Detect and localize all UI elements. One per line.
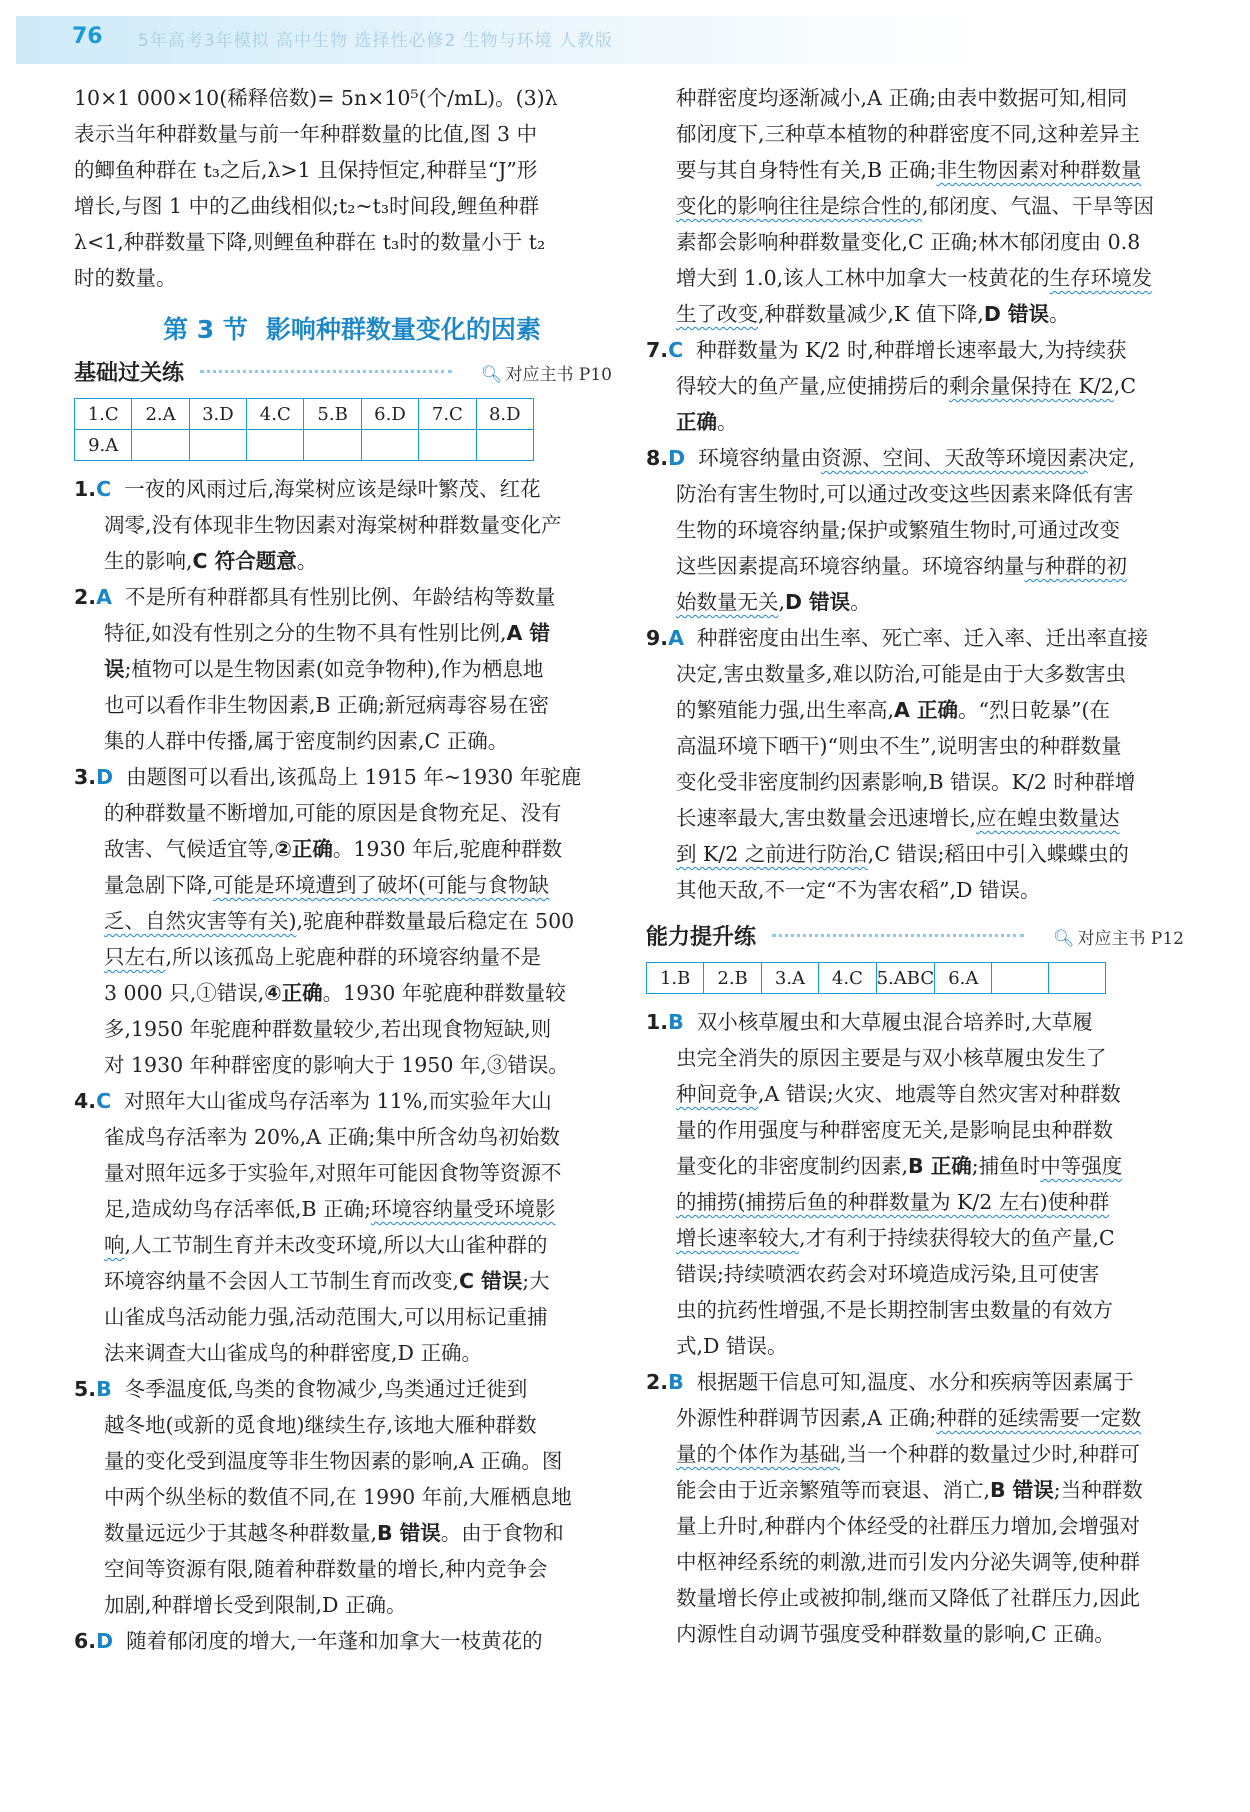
answer-cell: 9.A — [75, 430, 132, 461]
text-line — [74, 1191, 612, 1227]
text-line: 增长,与图 1 中的乙曲线相似;t₂~t₃时间段,鲤鱼种群 — [74, 194, 540, 218]
text-line: 量的作用强度与种群密度无关,是影响昆虫种群数 — [676, 1118, 1114, 1142]
bold-text: ④正确 — [264, 981, 323, 1005]
text-line — [74, 543, 612, 579]
question-number: 3. — [74, 765, 97, 789]
key-phrase: 增长速率较大 — [676, 1226, 799, 1250]
text-line: 量对照年远多于实验年,对照年可能因食物等资源不 — [104, 1161, 562, 1185]
text-line: 对 1930 年种群密度的影响大于 1950 年,③错误。 — [104, 1053, 569, 1077]
text: ,C 错误;稻田中引入蝶蝶虫的 — [867, 842, 1129, 866]
key-phrase: 非生物因素对种群数量 — [936, 158, 1142, 182]
text-line: 山雀成鸟活动能力强,活动范围大,可以用标记重捕 — [104, 1305, 548, 1329]
text-line — [646, 836, 1184, 872]
answer-letter: D — [668, 446, 686, 470]
key-phrase: 生存环境发 — [1049, 266, 1153, 290]
answer-cell — [304, 430, 361, 461]
key-phrase: 中等强度 — [1040, 1154, 1123, 1178]
text: 对照年大山雀成鸟存活率为 11%,而实验年大山 — [124, 1089, 552, 1113]
text: 种群数量为 K/2 时,种群增长速率最大,为持续获 — [696, 338, 1127, 362]
text-line: 凋零,没有体现非生物因素对海棠树种群数量变化产 — [104, 513, 562, 537]
key-phrase: 资源、空间、天敌等环境因素 — [821, 446, 1088, 470]
bold-text: B 错误 — [990, 1478, 1054, 1502]
text-line: 加剧,种群增长受到限制,D 正确。 — [104, 1593, 407, 1617]
text: 冬季温度低,鸟类的食物减少,鸟类通过迁徙到 — [124, 1377, 528, 1401]
text-line: 中两个纵坐标的数值不同,在 1990 年前,大雁栖息地 — [104, 1485, 572, 1509]
table-row — [75, 399, 534, 430]
question-number: 4. — [74, 1089, 97, 1113]
text: 。 — [717, 410, 738, 434]
text: 。“烈日乾暴”(在 — [958, 698, 1111, 722]
text-line — [74, 1227, 612, 1263]
text-line: 也可以看作非生物因素,B 正确;新冠病毒容易在密 — [104, 693, 550, 717]
text: 增大到 1.0,该人工林中加拿大一枝黄花的 — [676, 266, 1050, 290]
key-phrase: 环境容纳量受环境影 — [371, 1197, 556, 1221]
key-phrase: 响 — [104, 1233, 125, 1257]
text-line — [646, 368, 1184, 404]
bold-text: D 错误 — [785, 590, 851, 614]
text-line: 空间等资源有限,随着种群数量的增长,种内竞争会 — [104, 1557, 548, 1581]
answer-cell: 2.A — [132, 399, 189, 430]
key-phrase: 种群的延续需要一定数 — [936, 1406, 1142, 1430]
text: 数量远远少于其越冬种群数量, — [104, 1521, 378, 1545]
answer-cell: 3.D — [189, 399, 246, 430]
basic-practice-title: 基础过关练 — [74, 361, 185, 386]
answer-cell — [247, 430, 304, 461]
text: 。 — [850, 590, 871, 614]
bold-text: A 正确 — [894, 698, 959, 722]
question-6 — [74, 1623, 612, 1659]
answer-cell: 5.ABC — [876, 963, 935, 994]
key-phrase: 应在蝗虫数量达 — [976, 806, 1120, 830]
text: 。 — [1049, 302, 1070, 326]
right-column — [646, 80, 1184, 1652]
text-line: 的鲫鱼种群在 t₃之后,λ>1 且保持恒定,种群呈“J”形 — [74, 158, 538, 182]
text-line: 10×1 000×10(稀释倍数)= 5n×10⁵(个/mL)。(3)λ — [74, 86, 558, 110]
answer-cell: 1.C — [75, 399, 132, 430]
text-line: 种群密度均逐渐减小,A 正确;由表中数据可知,相同 — [676, 86, 1128, 110]
text: 。由于食物和 — [440, 1521, 564, 1545]
text-line — [646, 548, 1184, 584]
ability-question-2 — [646, 1364, 1184, 1400]
key-phrase: 始数量无关 — [676, 590, 779, 614]
basic-practice-header — [74, 354, 612, 390]
key-phrase: 量的个体作为基础 — [676, 1442, 840, 1466]
answer-cell — [132, 430, 189, 461]
answer-cell — [476, 430, 533, 461]
text-line: 的种群数量不断增加,可能的原因是食物充足、没有 — [104, 801, 562, 825]
text: ,C — [1113, 374, 1136, 398]
text-line — [74, 651, 612, 687]
text-line — [646, 1076, 1184, 1112]
answer-cell: 8.D — [476, 399, 533, 430]
question-number: 2. — [74, 585, 97, 609]
text: 决定, — [1087, 446, 1136, 470]
answer-letter: A — [668, 626, 684, 650]
key-phrase: 乏、自然灾害等有关) — [104, 909, 297, 933]
key-phrase: 使种群 — [1047, 1190, 1110, 1214]
text-line — [646, 584, 1184, 620]
question-9 — [646, 620, 1184, 656]
text: 根据题干信息可知,温度、水分和疾病等因素属于 — [696, 1370, 1134, 1394]
basic-answer-table — [74, 398, 534, 461]
text: 特征,如没有性别之分的生物不具有性别比例, — [104, 621, 507, 645]
section-number: 第 3 节 — [163, 315, 248, 344]
text-line: 虫完全消失的原因主要是与双小核草履虫发生了 — [676, 1046, 1107, 1070]
text: 随着郁闭度的增大,一年蓬和加拿大一枝黄花的 — [126, 1629, 543, 1653]
answer-cell: 5.B — [304, 399, 361, 430]
text: ,驼鹿种群数量最后稳定在 500 — [296, 909, 575, 933]
text: 环境容纳量由 — [698, 446, 822, 470]
text: 这些因素提高环境容纳量。环境容纳量 — [676, 554, 1025, 578]
text-line: 越冬地(或新的觅食地)继续生存,该地大雁种群数 — [104, 1413, 537, 1437]
text-line: 雀成鸟存活率为 20%,A 正确;集中所含幼鸟初始数 — [104, 1125, 560, 1149]
text-line — [646, 296, 1184, 332]
text: 得较大的鱼产量,应使捕捞后的 — [676, 374, 950, 398]
question-2 — [74, 579, 612, 615]
section-title — [74, 310, 612, 346]
answer-cell: 1.B — [647, 963, 704, 994]
answer-letter: C — [96, 1089, 112, 1113]
bold-text: A 错 — [506, 621, 551, 645]
answer-cell — [1049, 963, 1106, 994]
section-name: 影响种群数量变化的因素 — [265, 315, 541, 344]
answer-cell: 6.D — [361, 399, 418, 430]
text-line: 表示当年种群数量与前一年种群数量的比值,图 3 中 — [74, 122, 538, 146]
text-line: 式,D 错误。 — [676, 1334, 788, 1358]
text-line: 防治有害生物时,可以通过改变这些因素来降低有害 — [676, 482, 1134, 506]
answer-cell: 2.B — [704, 963, 761, 994]
text-line: 高温环境下晒干)“则虫不生”,说明害虫的种群数量 — [676, 734, 1122, 758]
question-4 — [74, 1083, 612, 1119]
text-line — [646, 404, 1184, 440]
text-line: 素都会影响种群数量变化,C 正确;林木郁闭度由 0.8 — [676, 230, 1141, 254]
text-line: 多,1950 年驼鹿种群数量较少,若出现食物短缺,则 — [104, 1017, 552, 1041]
text-line — [74, 1515, 612, 1551]
running-title: 5年高考3年模拟 高中生物 选择性必修2 生物与环境 人教版 — [138, 31, 614, 51]
text-line — [646, 800, 1184, 836]
text: ,才有利于持续获得较大的鱼产量,C — [799, 1226, 1115, 1250]
text-line: 生物的环境容纳量;保护或繁殖生物时,可通过改变 — [676, 518, 1120, 542]
text-line — [646, 1436, 1184, 1472]
answer-cell — [992, 963, 1049, 994]
table-row — [647, 963, 1106, 994]
search-icon: 🔍︎ — [480, 365, 503, 385]
key-phrase: 的捕捞(捕捞后鱼的种群数量为 K/2 左右) — [676, 1190, 1048, 1214]
text-line — [74, 831, 612, 867]
answer-cell: 4.C — [247, 399, 304, 430]
ability-practice-ref — [1053, 924, 1184, 949]
text: ;大 — [522, 1269, 550, 1293]
key-phrase: 变化的影响往往是综合性的 — [676, 194, 922, 218]
page-number: 76 — [72, 24, 103, 49]
text-line — [646, 1400, 1184, 1436]
text: 长速率最大,害虫数量会迅速增长, — [676, 806, 977, 830]
answer-cell: 3.A — [761, 963, 818, 994]
text-line — [74, 939, 612, 975]
text: 双小核草履虫和大草履虫混合培养时,大草履 — [696, 1010, 1093, 1034]
question-1 — [74, 471, 612, 507]
text-line: 虫的抗药性增强,不是长期控制害虫数量的有效方 — [676, 1298, 1114, 1322]
left-column — [74, 80, 612, 1659]
answer-letter: B — [668, 1010, 684, 1034]
table-row — [75, 430, 534, 461]
ref-text: 对应主书 P12 — [1077, 929, 1184, 949]
text: 。1930 年驼鹿种群数量较 — [322, 981, 566, 1005]
ability-practice-header — [646, 918, 1184, 954]
text-line — [74, 1263, 612, 1299]
ref-text: 对应主书 P10 — [505, 365, 612, 385]
text: 生的影响, — [104, 549, 193, 573]
answer-cell: 6.A — [935, 963, 992, 994]
text-line: 中枢神经系统的刺激,进而引发内分泌失调等,使种群 — [676, 1550, 1141, 1574]
answer-letter: C — [668, 338, 684, 362]
text-line — [646, 188, 1184, 224]
text: ,所以该孤岛上驼鹿种群的环境容纳量不是 — [165, 945, 542, 969]
search-icon: 🔍︎ — [1052, 929, 1075, 949]
ability-answer-table — [646, 962, 1106, 994]
text: 外源性种群调节因素,A 正确; — [676, 1406, 937, 1430]
text-line: 变化受非密度制约因素影响,B 错误。K/2 时种群增 — [676, 770, 1136, 794]
key-phrase: 剩余量保持在 K/2 — [949, 374, 1114, 398]
text: ;当种群数 — [1053, 1478, 1143, 1502]
text-line — [646, 152, 1184, 188]
text-line: 数量增长停止或被抑制,继而又降低了社群压力,因此 — [676, 1586, 1141, 1610]
text: 种群密度由出生率、死亡率、迁入率、迁出率直接 — [696, 626, 1148, 650]
answer-cell — [189, 430, 246, 461]
divider — [772, 934, 1024, 937]
ability-practice-title: 能力提升练 — [646, 925, 757, 950]
text: 量变化的非密度制约因素, — [676, 1154, 909, 1178]
divider — [200, 370, 452, 373]
text: 足,造成幼鸟存活率低,B 正确; — [104, 1197, 372, 1221]
answer-letter: C — [96, 477, 112, 501]
question-number: 5. — [74, 1377, 97, 1401]
answer-cell — [419, 430, 476, 461]
text-line: 郁闭度下,三种草本植物的种群密度不同,这种差异主 — [676, 122, 1141, 146]
answer-letter: B — [668, 1370, 684, 1394]
text: 由题图可以看出,该孤岛上 1915 年~1930 年驼鹿 — [126, 765, 582, 789]
text-line: 量上升时,种群内个体经受的社群压力增加,会增强对 — [676, 1514, 1141, 1538]
text-line — [74, 975, 612, 1011]
bold-text: 正确 — [676, 410, 717, 434]
bold-text: C 错误 — [459, 1269, 523, 1293]
ability-question-1 — [646, 1004, 1184, 1040]
text-line — [646, 1148, 1184, 1184]
question-number: 6. — [74, 1629, 97, 1653]
text: ,人工节制生育并未改变环境,所以大山雀种群的 — [124, 1233, 548, 1257]
text: 一夜的风雨过后,海棠树应该是绿叶繁茂、红花 — [124, 477, 541, 501]
text-line — [646, 1220, 1184, 1256]
text-line — [74, 615, 612, 651]
page-header — [16, 16, 1234, 64]
text-line: 内源性自动调节强度受种群数量的影响,C 正确。 — [676, 1622, 1115, 1646]
basic-practice-ref — [481, 360, 612, 385]
key-phrase: 只左右 — [104, 945, 166, 969]
answer-letter: D — [96, 1629, 114, 1653]
question-number: 9. — [646, 626, 669, 650]
text: ;捕鱼时 — [971, 1154, 1041, 1178]
key-phrase: 种间竞争 — [676, 1082, 758, 1106]
text: 的繁殖能力强,出生率高, — [676, 698, 895, 722]
key-phrase: 到 K/2 之前进行防治 — [676, 842, 868, 866]
question-number: 2. — [646, 1370, 669, 1394]
bold-text: D 错误 — [983, 302, 1050, 326]
text: 敌害、气候适宜等, — [104, 837, 275, 861]
bold-text: ②正确 — [274, 837, 333, 861]
key-phrase: 与种群的初 — [1024, 554, 1127, 578]
question-5 — [74, 1371, 612, 1407]
question-7 — [646, 332, 1184, 368]
question-number: 1. — [646, 1010, 669, 1034]
text-line: λ<1,种群数量下降,则鲤鱼种群在 t₃时的数量小于 t₂ — [74, 230, 546, 254]
text: 要与其自身特性有关,B 正确; — [676, 158, 937, 182]
text: ,郁闭度、气温、干旱等因 — [922, 194, 1155, 218]
answer-cell: 7.C — [419, 399, 476, 430]
question-number: 8. — [646, 446, 669, 470]
text: 。1930 年后,驼鹿种群数 — [332, 837, 563, 861]
answer-cell — [361, 430, 418, 461]
key-phrase: 生了改变 — [676, 302, 758, 326]
text-line — [646, 1472, 1184, 1508]
text-line — [646, 1184, 1184, 1220]
text: 环境容纳量不会因人工节制生育而改变, — [104, 1269, 460, 1293]
text: ,A 错误;火灾、地震等自然灾害对种群数 — [758, 1082, 1121, 1106]
question-8 — [646, 440, 1184, 476]
text-line: 集的人群中传播,属于密度制约因素,C 正确。 — [104, 729, 509, 753]
bold-text: B 正确 — [908, 1154, 972, 1178]
bold-text: 误 — [104, 657, 125, 681]
text: , — [778, 590, 786, 614]
text-line: 法来调查大山雀成鸟的种群密度,D 正确。 — [104, 1341, 482, 1365]
text: 不是所有种群都具有性别比例、年龄结构等数量 — [124, 585, 556, 609]
text-line: 时的数量。 — [74, 266, 177, 290]
text: ,种群数量减少,K 值下降, — [758, 302, 984, 326]
text-line: 错误;持续喷洒农药会对环境造成污染,且可使害 — [676, 1262, 1100, 1286]
text: 能会由于近亲繁殖等而衰退、消亡, — [676, 1478, 991, 1502]
text: 3 000 只,①错误, — [104, 981, 265, 1005]
text: 量急剧下降, — [104, 873, 214, 897]
bold-text: B 错误 — [377, 1521, 441, 1545]
answer-cell: 4.C — [819, 963, 876, 994]
text: ;植物可以是生物因素(如竞争物种),作为栖息地 — [124, 657, 544, 681]
text-line: 量的变化受到温度等非生物因素的影响,A 正确。图 — [104, 1449, 563, 1473]
text-line — [646, 692, 1184, 728]
text: ,当一个种群的数量过少时,种群可 — [840, 1442, 1141, 1466]
text-line: 其他天敌,不一定“不为害农稻”,D 错误。 — [676, 878, 1041, 902]
key-phrase: 可能是环境遭到了破坏(可能与食物缺 — [213, 873, 550, 897]
answer-letter: B — [96, 1377, 112, 1401]
question-number: 1. — [74, 477, 97, 501]
answer-letter: A — [96, 585, 112, 609]
text-line: 决定,害虫数量多,难以防治,可能是由于大多数害虫 — [676, 662, 1127, 686]
text: 。 — [296, 549, 318, 573]
text-line — [74, 867, 612, 903]
bold-text: C 符合题意 — [192, 549, 297, 573]
text-line — [74, 903, 612, 939]
text-line — [646, 260, 1184, 296]
question-number: 7. — [646, 338, 669, 362]
question-3 — [74, 759, 612, 795]
answer-letter: D — [96, 765, 114, 789]
